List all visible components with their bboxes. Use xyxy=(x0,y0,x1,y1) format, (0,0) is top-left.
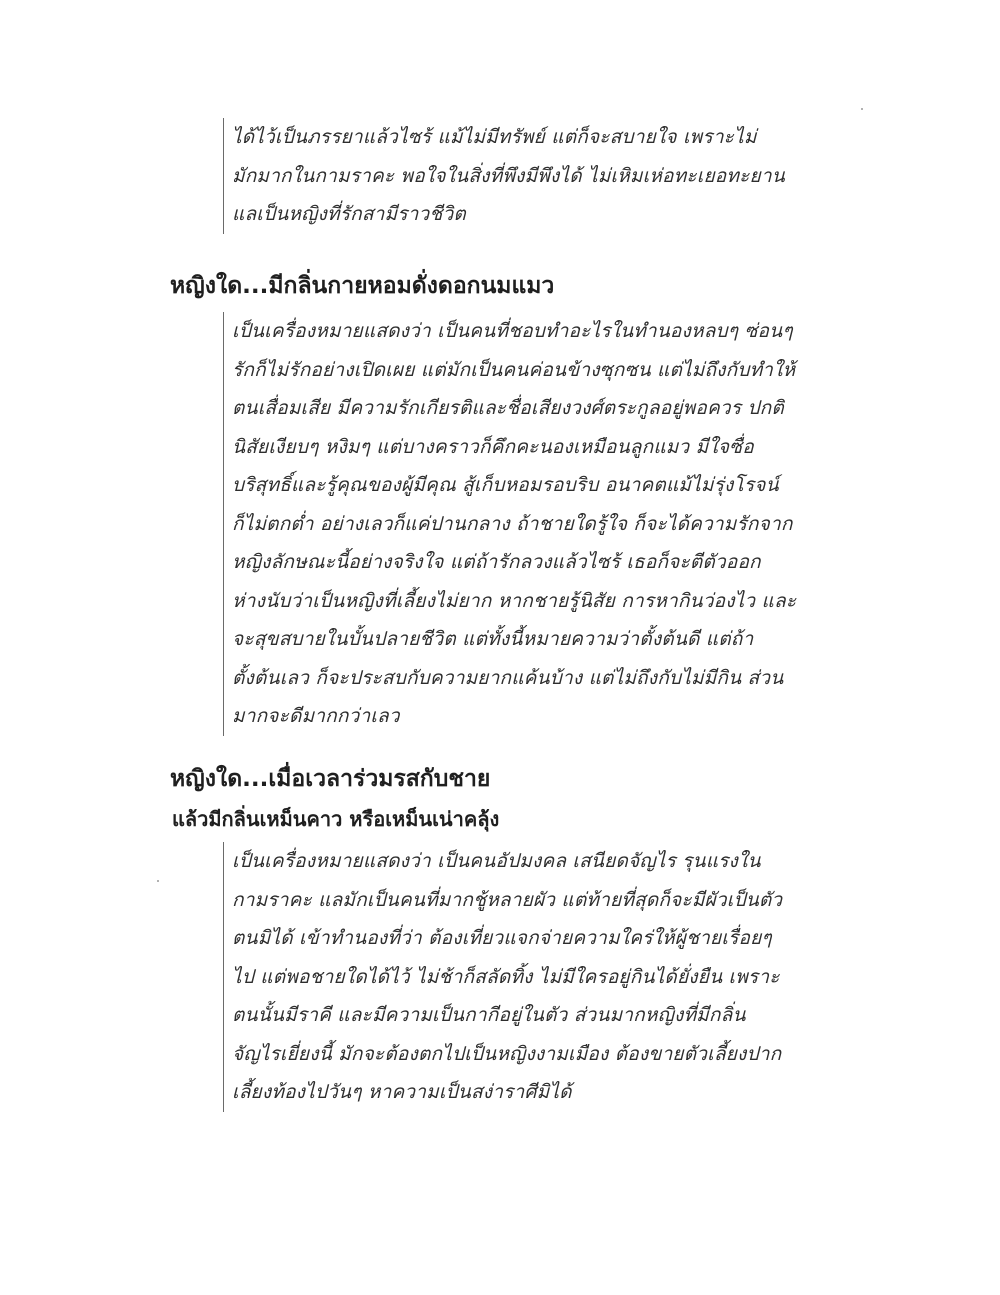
text-line: จะสุขสบายในบั้นปลายชีวิต แต่ทั้งนี้หมายความว่าตั้งต้นดี แต่ถ้า xyxy=(232,628,754,650)
text-line: นิสัยเงียบๆ หงิมๆ แต่บางคราวก็คึกคะนองเหมือนลูกแมว มีใจซื่อ xyxy=(232,435,754,458)
text-line: เลี้ยงท้องไปวันๆ หาความเป็นสง่าราศีมิได้ xyxy=(232,1081,572,1103)
paragraph-section-2 xyxy=(223,842,832,1112)
paragraph-continued xyxy=(223,118,832,234)
scan-speck xyxy=(157,880,159,882)
text-line: ห่างนับว่าเป็นหญิงที่เลี้ยงไม่ยาก หากชายรู้นิสัย การหากินว่องไว และ xyxy=(232,589,797,612)
text-line: ตนเสื่อมเสีย มีความรักเกียรติและชื่อเสียงวงศ์ตระกูลอยู่พอควร ปกติ xyxy=(232,397,784,419)
paragraph-section-1 xyxy=(223,312,832,736)
section-heading-1: หญิงใด...มีกลิ่นกายหอมดั่งดอกนมแมว xyxy=(170,273,555,299)
text-line: ตั้งต้นเลว ก็จะประสบกับความยากแค้นบ้าง แต่ไม่ถึงกับไม่มีกิน ส่วน xyxy=(232,666,784,689)
text-line: รักก็ไม่รักอย่างเปิดเผย แต่มักเป็นคนค่อนข้างซุกซน แต่ไม่ถึงกับทำให้ xyxy=(232,358,796,381)
text-line: กามราคะ แลมักเป็นคนที่มากชู้หลายผัว แต่ท้ายที่สุดก็จะมีผัวเป็นตัว xyxy=(232,888,783,911)
text-line: หญิงลักษณะนี้อย่างจริงใจ แต่ถ้ารักลวงแล้วไซร้ เธอก็จะตีตัวออก xyxy=(232,551,761,573)
text-line: ตนมิได้ เข้าทำนองที่ว่า ต้องเที่ยวแจกจ่ายความใคร่ให้ผู้ชายเรื่อยๆ xyxy=(232,927,772,949)
text-line: เป็นเครื่องหมายแสดงว่า เป็นคนอัปมงคล เสนียดจัญไร รุนแรงใน xyxy=(232,850,761,872)
text-line: ก็ไม่ตกต่ำ อย่างเลวก็แค่ปานกลาง ถ้าชายใดรู้ใจ ก็จะได้ความรักจาก xyxy=(232,512,793,535)
text-line: มากจะดีมากกว่าเลว xyxy=(232,705,400,727)
text-line: จัญไรเยี่ยงนี้ มักจะต้องตกไปเป็นหญิงงามเมือง ต้องขายตัวเลี้ยงปาก xyxy=(232,1042,782,1065)
text-line: ได้ไว้เป็นภรรยาแล้วไซร้ แม้ไม่มีทรัพย์ แต่ก็จะสบายใจ เพราะไม่ xyxy=(232,126,757,148)
text-line: มักมากในกามราคะ พอใจในสิ่งที่พึงมีพึงได้ ไม่เหิมเห่อทะเยอทะยาน xyxy=(232,164,785,187)
scan-speck xyxy=(861,108,863,110)
text-line: แลเป็นหญิงที่รักสามีราวชีวิต xyxy=(232,203,466,225)
text-line: เป็นเครื่องหมายแสดงว่า เป็นคนที่ชอบทำอะไรในทำนองหลบๆ ซ่อนๆ xyxy=(232,320,793,342)
section-heading-2: หญิงใด...เมื่อเวลาร่วมรสกับชาย xyxy=(170,766,491,792)
text-line: ไป แต่พอชายใดได้ไว้ ไม่ช้าก็สลัดทิ้ง ไม่มีใครอยู่กินได้ยั่งยืน เพราะ xyxy=(232,965,780,988)
text-line: บริสุทธิ์และรู้คุณของผู้มีคุณ สู้เก็บหอมรอบริบ อนาคตแม้ไม่รุ่งโรจน์ xyxy=(232,474,779,496)
text-line: ตนนั้นมีราคี และมีความเป็นกากีอยู่ในตัว ส่วนมากหญิงที่มีกลิ่น xyxy=(232,1004,746,1026)
section-subheading-2: แล้วมีกลิ่นเหม็นคาว หรือเหม็นเน่าคลุ้ง xyxy=(172,807,500,831)
